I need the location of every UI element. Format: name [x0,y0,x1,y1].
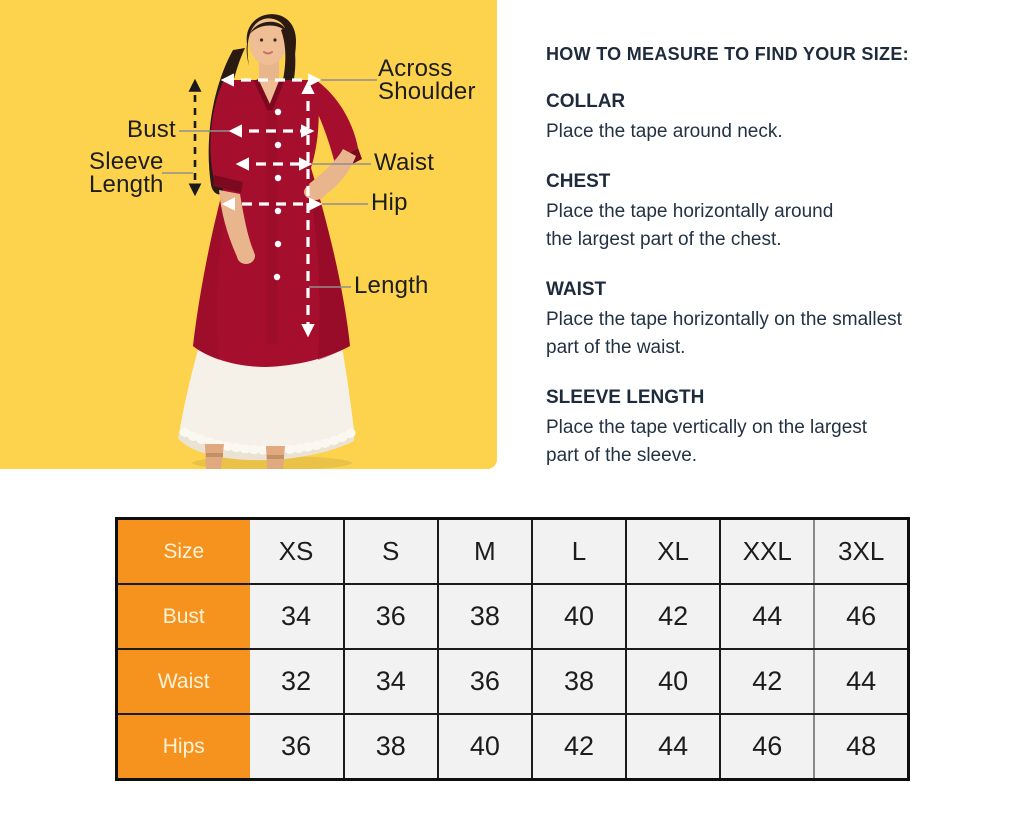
size-column-header: XL [626,519,720,585]
size-value-cell: 42 [532,714,626,780]
section-heading: SLEEVE LENGTH [546,387,705,408]
size-value-cell: 40 [626,649,720,714]
label-across-shoulder [378,57,476,103]
size-table-row [117,649,909,714]
size-value-cell: 34 [250,584,344,649]
size-value-cell: 44 [814,649,908,714]
size-table-row [117,584,909,649]
size-value-cell: 46 [720,714,814,780]
section-heading: WAIST [546,279,607,300]
size-value-cell: 42 [720,649,814,714]
size-value-cell: 38 [344,714,438,780]
measurement-diagram [0,0,497,469]
row-label: Waist [117,649,250,714]
size-column-header: XXL [720,519,814,585]
size-value-cell: 44 [626,714,720,780]
label-sleeve-line1: Sleeve [89,148,164,175]
size-chart-table [115,517,910,781]
instructions-title: HOW TO MEASURE TO FIND YOUR SIZE: [546,44,909,64]
section-body-line: the largest part of the chest. [546,229,782,250]
label-length: Length [354,272,429,299]
size-column-header: L [532,519,626,585]
size-value-cell: 40 [438,714,532,780]
size-value-cell: 34 [344,649,438,714]
measure-section [546,387,1016,470]
label-sleeve-length [89,150,164,196]
hand [237,248,255,264]
size-column-header: S [344,519,438,585]
section-body-line: part of the sleeve. [546,445,698,466]
size-value-cell: 38 [438,584,532,649]
section-body-line: Place the tape horizontally around [546,201,834,222]
label-hip: Hip [371,189,408,216]
table-corner-size-label: Size [117,519,250,585]
size-value-cell: 38 [532,649,626,714]
section-heading: CHEST [546,171,611,192]
section-heading: COLLAR [546,91,626,112]
size-value-cell: 40 [532,584,626,649]
size-value-cell: 46 [814,584,908,649]
size-column-header: M [438,519,532,585]
measure-section [546,171,1016,254]
label-sleeve-line2: Length [89,171,164,198]
measure-instructions-sections [546,91,1016,470]
size-table-row [117,714,909,780]
label-across-line1: Across [378,55,453,82]
section-body-line: Place the tape vertically on the largest [546,417,868,438]
size-value-cell: 48 [814,714,908,780]
section-body-line: Place the tape horizontally on the smallest [546,309,902,330]
size-column-header: XS [250,519,344,585]
size-value-cell: 44 [720,584,814,649]
row-label: Hips [117,714,250,780]
label-across-line2: Shoulder [378,78,476,105]
measure-instructions [546,44,1016,495]
size-value-cell: 36 [438,649,532,714]
size-value-cell: 36 [344,584,438,649]
measure-section [546,279,1016,362]
size-value-cell: 36 [250,714,344,780]
row-label: Bust [117,584,250,649]
size-value-cell: 42 [626,584,720,649]
label-waist: Waist [374,149,435,176]
size-table-header-row [117,519,909,585]
size-value-cell: 32 [250,649,344,714]
measure-section [546,91,1016,146]
section-body-line: part of the waist. [546,337,686,358]
size-column-header: 3XL [814,519,908,585]
label-bust: Bust [127,116,176,143]
section-body-line: Place the tape around neck. [546,121,783,142]
